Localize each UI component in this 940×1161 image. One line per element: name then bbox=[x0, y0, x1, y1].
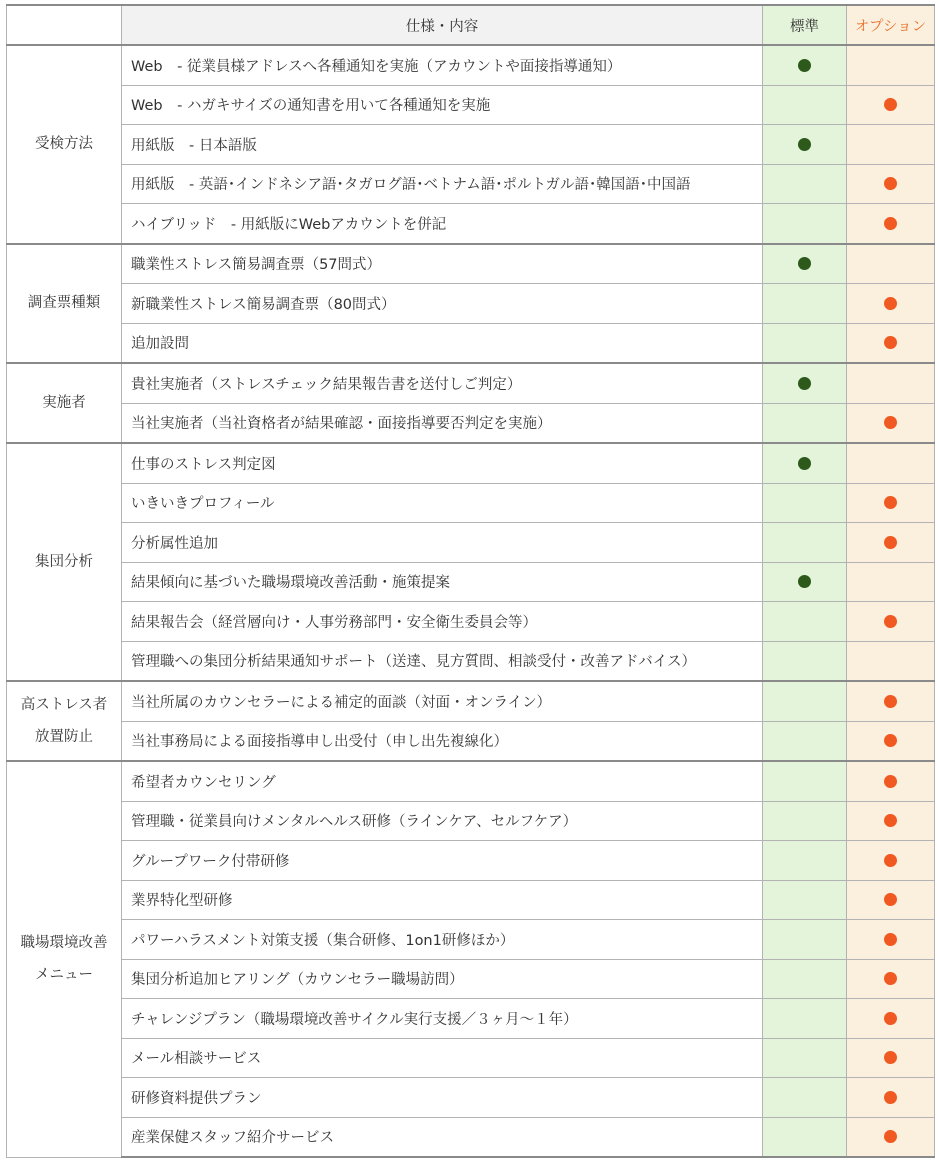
header-category-blank bbox=[7, 5, 122, 45]
table-row bbox=[7, 323, 935, 363]
option-cell bbox=[847, 45, 935, 85]
category-cell bbox=[7, 761, 122, 1157]
spec-item-text: いきいきプロフィール bbox=[122, 483, 763, 523]
option-cell bbox=[847, 1078, 935, 1118]
standard-dot-icon bbox=[798, 138, 811, 151]
spec-item-text: 当社事務局による面接指導申し出受付（申し出先複線化） bbox=[122, 721, 763, 761]
table-row bbox=[7, 1117, 935, 1157]
option-dot-icon bbox=[884, 1051, 897, 1064]
spec-item-text: メール相談サービス bbox=[122, 1038, 763, 1078]
spec-item-text: 職業性ストレス簡易調査票（57問式） bbox=[122, 244, 763, 284]
table-row bbox=[7, 841, 935, 881]
header-spec: 仕様・内容 bbox=[122, 5, 763, 45]
option-cell bbox=[847, 204, 935, 244]
table-row bbox=[7, 801, 935, 841]
option-dot-icon bbox=[884, 734, 897, 747]
standard-cell bbox=[763, 323, 847, 363]
standard-cell bbox=[763, 841, 847, 881]
spec-item-text: 管理職への集団分析結果通知サポート（送達、見方質問、相談受付・改善アドバイス） bbox=[122, 641, 763, 681]
table-row bbox=[7, 1078, 935, 1118]
standard-cell bbox=[763, 244, 847, 284]
option-cell bbox=[847, 244, 935, 284]
standard-cell bbox=[763, 1038, 847, 1078]
standard-cell bbox=[763, 880, 847, 920]
standard-dot-icon bbox=[798, 257, 811, 270]
table-body bbox=[7, 45, 935, 1157]
option-cell bbox=[847, 880, 935, 920]
standard-cell bbox=[763, 125, 847, 165]
standard-cell bbox=[763, 403, 847, 443]
table-row bbox=[7, 125, 935, 165]
option-dot-icon bbox=[884, 336, 897, 349]
spec-table-container bbox=[6, 4, 935, 1158]
standard-cell bbox=[763, 164, 847, 204]
table-row bbox=[7, 562, 935, 602]
table-row bbox=[7, 443, 935, 483]
option-cell bbox=[847, 959, 935, 999]
option-cell bbox=[847, 403, 935, 443]
service-spec-table bbox=[6, 4, 935, 1158]
spec-item-text: 当社所属のカウンセラーによる補定的面談（対面・オンライン） bbox=[122, 681, 763, 721]
spec-item-text: 分析属性追加 bbox=[122, 523, 763, 563]
option-dot-icon bbox=[884, 814, 897, 827]
option-cell bbox=[847, 164, 935, 204]
standard-cell bbox=[763, 1078, 847, 1118]
option-dot-icon bbox=[884, 933, 897, 946]
standard-cell bbox=[763, 920, 847, 960]
spec-item-text: チャレンジプラン（職場環境改善サイクル実行支援／３ヶ月～１年） bbox=[122, 999, 763, 1039]
option-cell bbox=[847, 681, 935, 721]
option-dot-icon bbox=[884, 536, 897, 549]
spec-item-text: 集団分析追加ヒアリング（カウンセラー職場訪問） bbox=[122, 959, 763, 999]
spec-item-text: ハイブリッド - 用紙版にWebアカウントを併記 bbox=[122, 204, 763, 244]
option-cell bbox=[847, 761, 935, 801]
spec-item-text: 管理職・従業員向けメンタルヘルス研修（ラインケア、セルフケア） bbox=[122, 801, 763, 841]
table-row bbox=[7, 1038, 935, 1078]
spec-item-text: 用紙版 - 日本語版 bbox=[122, 125, 763, 165]
standard-cell bbox=[763, 45, 847, 85]
table-row bbox=[7, 641, 935, 681]
header-row bbox=[7, 5, 935, 45]
table-row bbox=[7, 284, 935, 324]
spec-item-text: 貴社実施者（ストレスチェック結果報告書を送付しご判定） bbox=[122, 363, 763, 403]
option-cell bbox=[847, 999, 935, 1039]
table-row bbox=[7, 483, 935, 523]
spec-item-text: 産業保健スタッフ紹介サービス bbox=[122, 1117, 763, 1157]
standard-cell bbox=[763, 681, 847, 721]
spec-item-text: 結果報告会（経営層向け・人事労務部門・安全衛生委員会等） bbox=[122, 602, 763, 642]
standard-cell bbox=[763, 85, 847, 125]
spec-item-text: 新職業性ストレス簡易調査票（80問式） bbox=[122, 284, 763, 324]
standard-cell bbox=[763, 284, 847, 324]
category-label: 実施者 bbox=[42, 395, 86, 411]
spec-item-text: 当社実施者（当社資格者が結果確認・面接指導要否判定を実施） bbox=[122, 403, 763, 443]
category-cell bbox=[7, 244, 122, 364]
table-row bbox=[7, 681, 935, 721]
spec-item-text: パワーハラスメント対策支援（集合研修、1on1研修ほか） bbox=[122, 920, 763, 960]
table-row bbox=[7, 999, 935, 1039]
spec-item-text: 用紙版 - 英語･インドネシア語･タガログ語･ベトナム語･ポルトガル語･韓国語･中国語 bbox=[122, 164, 763, 204]
standard-dot-icon bbox=[798, 457, 811, 470]
spec-item-text: グループワーク付帯研修 bbox=[122, 841, 763, 881]
standard-cell bbox=[763, 562, 847, 602]
spec-item-text: 仕事のストレス判定図 bbox=[122, 443, 763, 483]
table-row bbox=[7, 85, 935, 125]
option-cell bbox=[847, 483, 935, 523]
category-cell bbox=[7, 443, 122, 681]
standard-cell bbox=[763, 523, 847, 563]
table-row bbox=[7, 164, 935, 204]
header-standard: 標準 bbox=[763, 5, 847, 45]
option-dot-icon bbox=[884, 695, 897, 708]
table-row bbox=[7, 363, 935, 403]
option-cell bbox=[847, 1117, 935, 1157]
option-cell bbox=[847, 443, 935, 483]
standard-cell bbox=[763, 204, 847, 244]
option-dot-icon bbox=[884, 1130, 897, 1143]
option-dot-icon bbox=[884, 98, 897, 111]
standard-cell bbox=[763, 602, 847, 642]
standard-cell bbox=[763, 443, 847, 483]
table-row bbox=[7, 721, 935, 761]
option-cell bbox=[847, 920, 935, 960]
option-dot-icon bbox=[884, 893, 897, 906]
option-cell bbox=[847, 841, 935, 881]
standard-cell bbox=[763, 959, 847, 999]
category-label-line1: 職場環境改善 bbox=[20, 935, 108, 952]
option-dot-icon bbox=[884, 416, 897, 429]
spec-item-text: 研修資料提供プラン bbox=[122, 1078, 763, 1118]
spec-item-text: 希望者カウンセリング bbox=[122, 761, 763, 801]
spec-item-text: 業界特化型研修 bbox=[122, 880, 763, 920]
option-dot-icon bbox=[884, 775, 897, 788]
option-dot-icon bbox=[884, 1091, 897, 1104]
option-cell bbox=[847, 602, 935, 642]
option-dot-icon bbox=[884, 972, 897, 985]
category-label-line1: 高ストレス者 bbox=[20, 697, 108, 713]
category-label-line2: メニュー bbox=[35, 967, 93, 984]
standard-dot-icon bbox=[798, 575, 811, 588]
standard-cell bbox=[763, 363, 847, 403]
table-row bbox=[7, 959, 935, 999]
table-row bbox=[7, 244, 935, 284]
category-cell bbox=[7, 45, 122, 244]
option-dot-icon bbox=[884, 615, 897, 628]
standard-cell bbox=[763, 761, 847, 801]
option-cell bbox=[847, 85, 935, 125]
option-dot-icon bbox=[884, 217, 897, 230]
option-cell bbox=[847, 641, 935, 681]
option-cell bbox=[847, 363, 935, 403]
option-cell bbox=[847, 284, 935, 324]
table-row bbox=[7, 204, 935, 244]
option-dot-icon bbox=[884, 854, 897, 867]
option-dot-icon bbox=[884, 297, 897, 310]
option-cell bbox=[847, 523, 935, 563]
standard-cell bbox=[763, 483, 847, 523]
table-row bbox=[7, 523, 935, 563]
category-label: 受検方法 bbox=[35, 136, 93, 153]
table-row bbox=[7, 880, 935, 920]
category-cell bbox=[7, 681, 122, 761]
option-cell bbox=[847, 125, 935, 165]
standard-cell bbox=[763, 721, 847, 761]
option-cell bbox=[847, 801, 935, 841]
option-cell bbox=[847, 323, 935, 363]
option-cell bbox=[847, 562, 935, 602]
category-cell bbox=[7, 363, 122, 443]
category-label: 調査票種類 bbox=[27, 295, 101, 312]
category-label-line2: 放置防止 bbox=[35, 729, 93, 745]
spec-item-text: Web - 従業員様アドレスへ各種通知を実施（アカウントや面接指導通知） bbox=[122, 45, 763, 85]
table-row bbox=[7, 45, 935, 85]
standard-dot-icon bbox=[798, 59, 811, 72]
table-row bbox=[7, 920, 935, 960]
table-row bbox=[7, 602, 935, 642]
category-label: 集団分析 bbox=[35, 554, 93, 570]
option-dot-icon bbox=[884, 496, 897, 509]
spec-item-text: 追加設問 bbox=[122, 323, 763, 363]
standard-dot-icon bbox=[798, 377, 811, 390]
standard-cell bbox=[763, 801, 847, 841]
option-dot-icon bbox=[884, 177, 897, 190]
table-row bbox=[7, 761, 935, 801]
table-row bbox=[7, 403, 935, 443]
spec-item-text: Web - ハガキサイズの通知書を用いて各種通知を実施 bbox=[122, 85, 763, 125]
option-dot-icon bbox=[884, 1012, 897, 1025]
standard-cell bbox=[763, 641, 847, 681]
option-cell bbox=[847, 1038, 935, 1078]
spec-item-text: 結果傾向に基づいた職場環境改善活動・施策提案 bbox=[122, 562, 763, 602]
standard-cell bbox=[763, 999, 847, 1039]
header-option: オプション bbox=[847, 5, 935, 45]
standard-cell bbox=[763, 1117, 847, 1157]
option-cell bbox=[847, 721, 935, 761]
